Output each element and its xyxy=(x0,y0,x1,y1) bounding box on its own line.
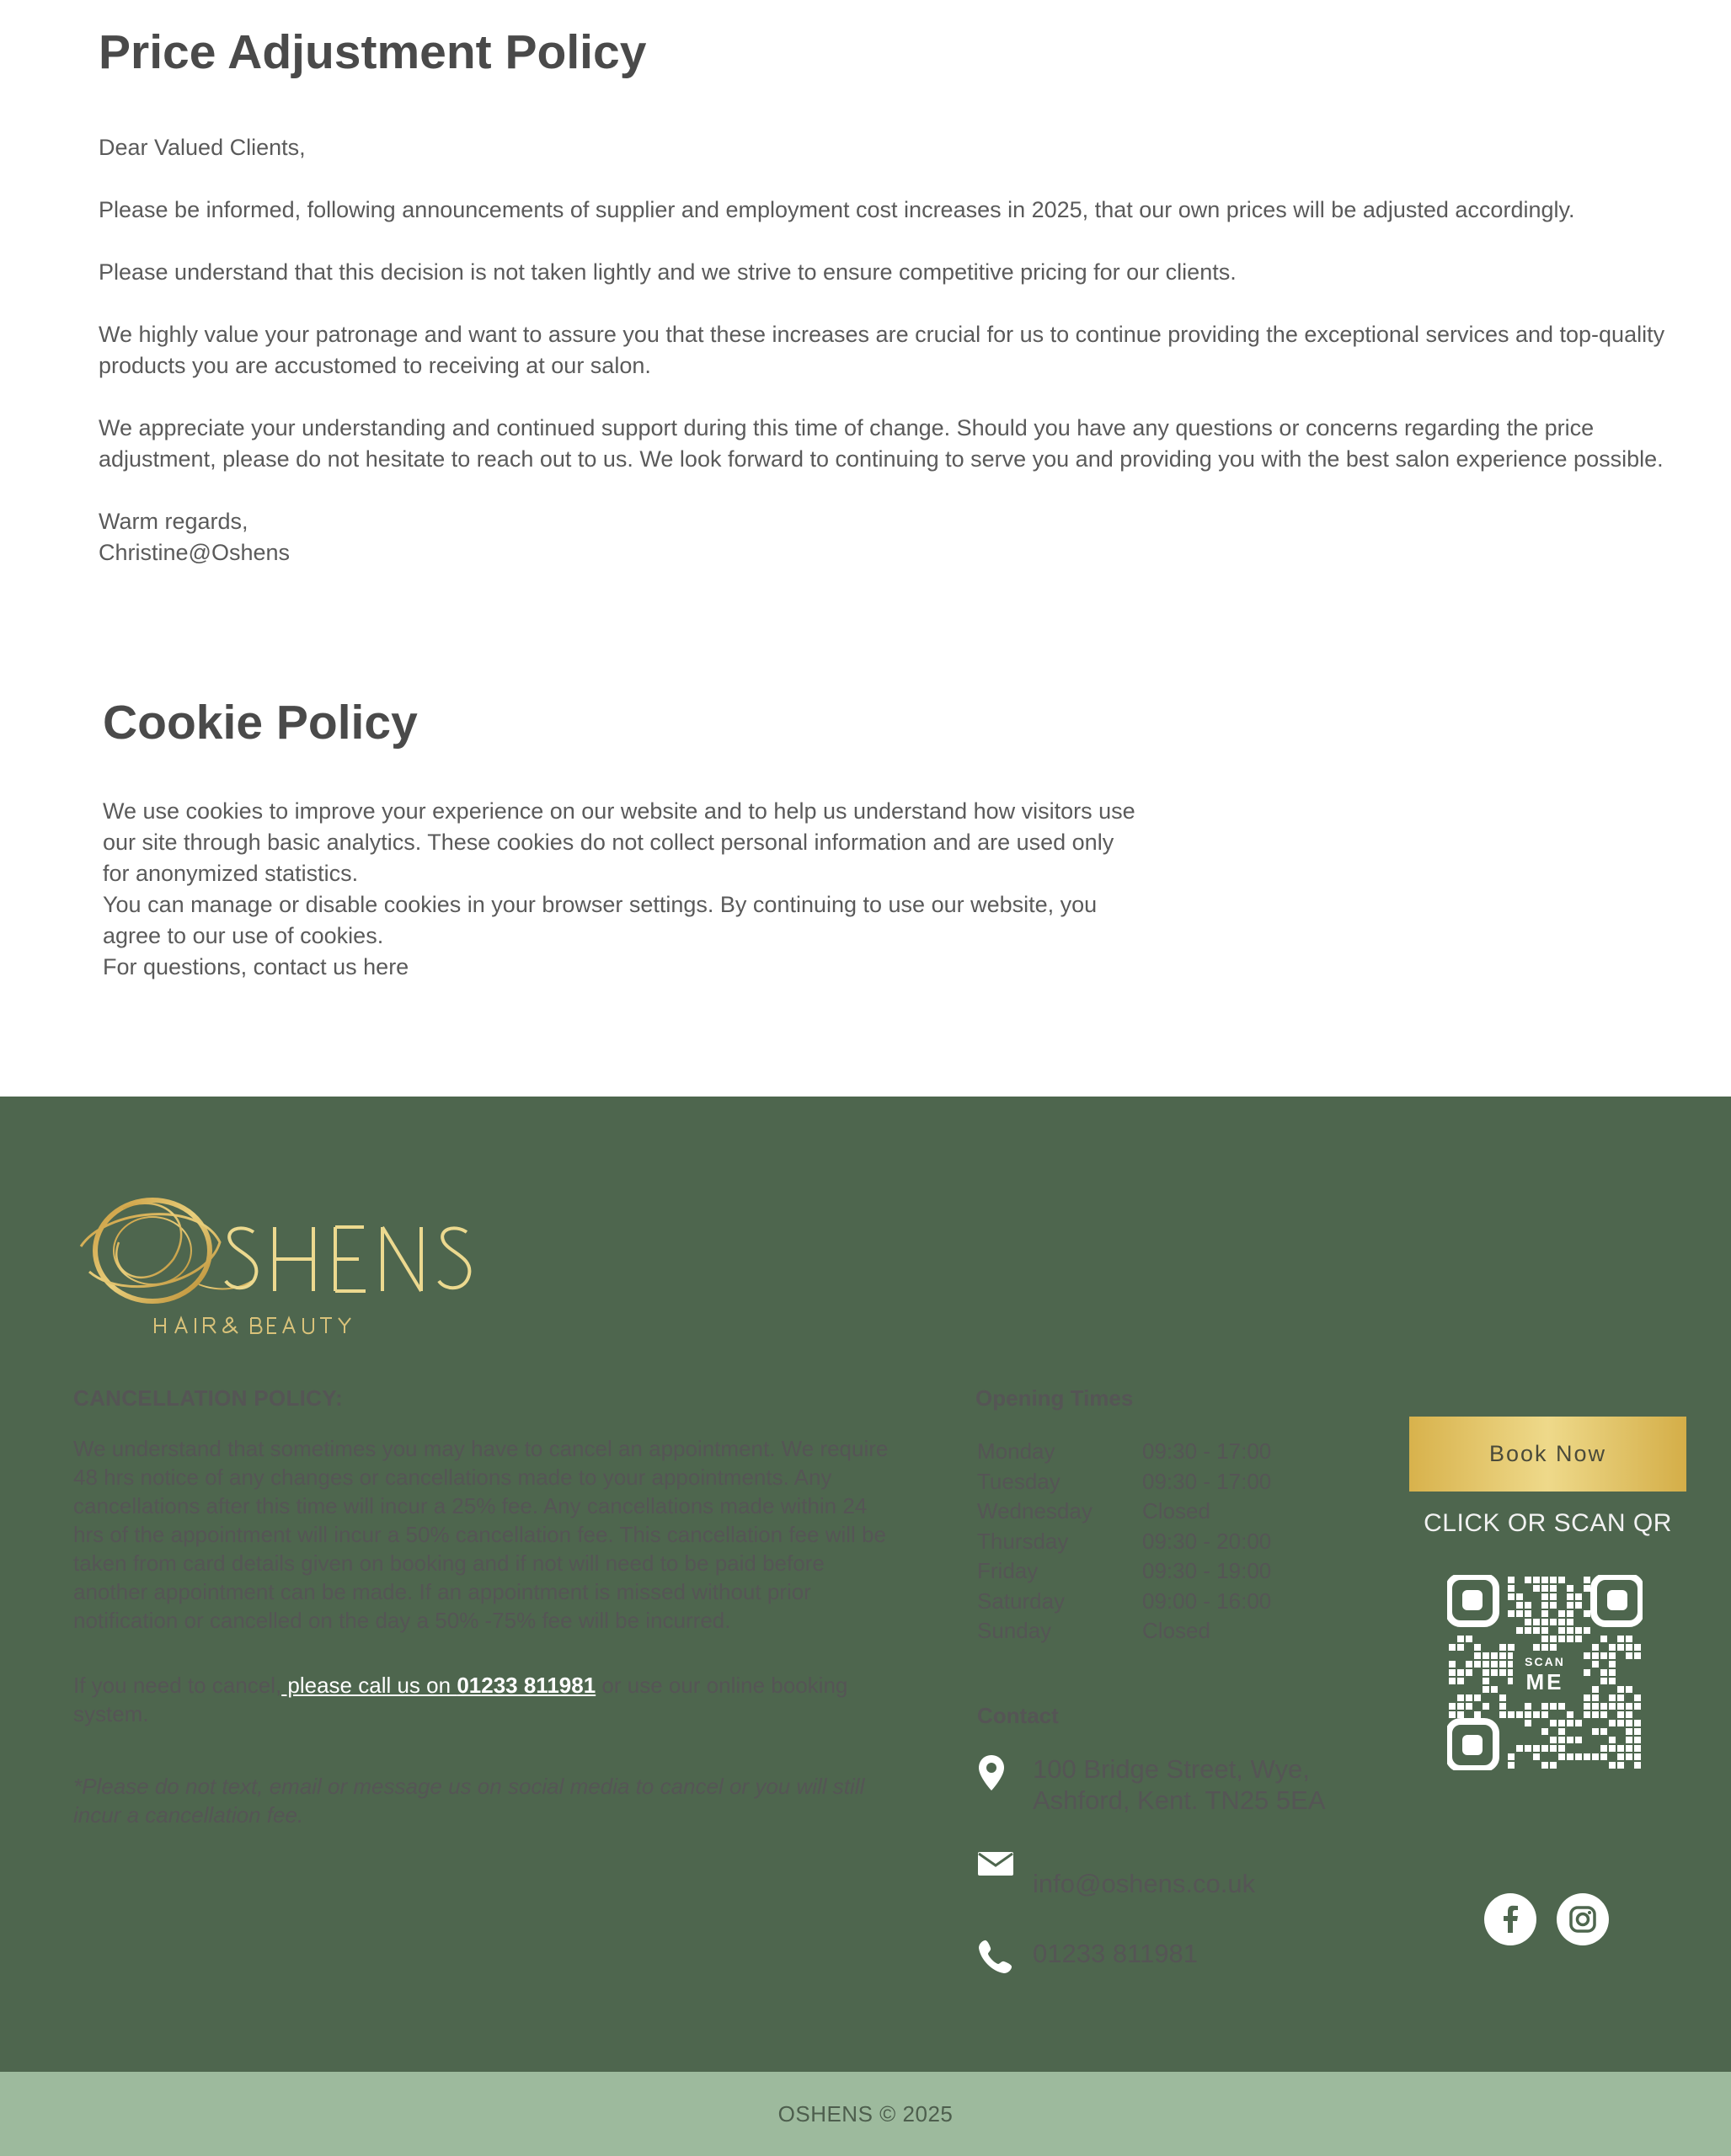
qr-module xyxy=(1466,1669,1472,1676)
qr-module xyxy=(1516,1602,1523,1609)
hours-value: 09:30 - 19:00 xyxy=(1142,1558,1272,1583)
cancellation-call-text xyxy=(73,1671,890,1728)
qr-module xyxy=(1550,1762,1557,1769)
qr-module xyxy=(1634,1737,1641,1743)
qr-module xyxy=(1634,1745,1641,1752)
qr-module xyxy=(1541,1636,1548,1642)
facebook-icon[interactable] xyxy=(1484,1893,1536,1945)
qr-module xyxy=(1609,1745,1616,1752)
qr-module xyxy=(1626,1644,1632,1651)
qr-module xyxy=(1550,1737,1557,1743)
qr-module xyxy=(1609,1694,1616,1701)
call-link-number: 01233 811981 xyxy=(457,1673,596,1698)
qr-module xyxy=(1600,1678,1607,1684)
hours-row xyxy=(975,1527,1338,1557)
cookie-contact-prefix: For questions, contact us xyxy=(103,954,364,979)
cookie-contact-link[interactable]: here xyxy=(363,954,409,979)
envelope-icon xyxy=(977,1846,1033,1876)
qr-module xyxy=(1592,1728,1599,1735)
qr-module xyxy=(1466,1661,1472,1668)
qr-module xyxy=(1525,1720,1531,1726)
map-pin-icon xyxy=(977,1753,1033,1792)
cancellation-heading: CANCELLATION POLICY: xyxy=(73,1385,343,1411)
qr-module xyxy=(1558,1577,1565,1583)
day-label: Monday xyxy=(977,1438,1055,1464)
qr-module xyxy=(1541,1627,1548,1634)
qr-module xyxy=(1541,1577,1548,1583)
qr-module xyxy=(1600,1636,1607,1642)
day-label: Thursday xyxy=(977,1528,1069,1554)
hours-row xyxy=(975,1437,1338,1467)
qr-module xyxy=(1567,1610,1573,1617)
qr-module xyxy=(1600,1669,1607,1676)
qr-module xyxy=(1525,1602,1531,1609)
qr-module xyxy=(1491,1652,1498,1659)
qr-module xyxy=(1609,1661,1616,1668)
qr-module xyxy=(1474,1661,1481,1668)
qr-module xyxy=(1474,1694,1481,1701)
qr-module xyxy=(1541,1585,1548,1592)
opening-times-heading: Opening Times xyxy=(975,1385,1134,1411)
hours-value: 09:30 - 17:00 xyxy=(1142,1468,1272,1494)
qr-module xyxy=(1567,1627,1573,1634)
qr-module xyxy=(1575,1753,1582,1760)
copyright-text: OSHENS © 2025 xyxy=(777,2101,954,2127)
qr-module xyxy=(1634,1694,1641,1701)
qr-module xyxy=(1626,1745,1632,1752)
qr-module xyxy=(1558,1610,1565,1617)
cancellation-policy xyxy=(73,1385,890,1829)
qr-module xyxy=(1550,1619,1557,1625)
qr-module xyxy=(1533,1711,1540,1718)
call-prefix: If you need to cancel, xyxy=(73,1673,282,1698)
qr-module xyxy=(1626,1737,1632,1743)
qr-module xyxy=(1626,1711,1632,1718)
qr-module xyxy=(1474,1711,1481,1718)
qr-module xyxy=(1626,1753,1632,1760)
hours-value: 09:30 - 20:00 xyxy=(1142,1528,1272,1554)
qr-module xyxy=(1533,1577,1540,1583)
qr-module xyxy=(1592,1703,1599,1710)
qr-module xyxy=(1558,1737,1565,1743)
qr-module xyxy=(1550,1602,1557,1609)
price-policy-paragraph: We highly value your patronage and want to assure you that these increases are crucial for us to continue providing the exceptional services and top-quality products you are accustomed to receiving at our salon. xyxy=(99,322,1665,378)
qr-module xyxy=(1483,1669,1489,1676)
cancellation-note: *Please do not text, email or message us on social media to cancel or you will still incur a cancellation fee. xyxy=(73,1774,865,1828)
qr-module xyxy=(1499,1694,1506,1701)
qr-module xyxy=(1550,1703,1557,1710)
qr-module xyxy=(1626,1686,1632,1693)
qr-module xyxy=(1533,1745,1540,1752)
qr-module xyxy=(1499,1669,1506,1676)
qr-module xyxy=(1634,1762,1641,1769)
qr-module xyxy=(1617,1694,1624,1701)
qr-scan-text: SCAN xyxy=(1525,1655,1565,1668)
qr-code[interactable] xyxy=(1447,1575,1643,1770)
qr-module xyxy=(1626,1728,1632,1735)
qr-module xyxy=(1558,1619,1565,1625)
qr-module xyxy=(1584,1711,1590,1718)
qr-module xyxy=(1567,1636,1573,1642)
price-policy-title: Price Adjustment Policy xyxy=(99,25,647,79)
qr-module xyxy=(1626,1703,1632,1710)
qr-module xyxy=(1592,1652,1599,1659)
qr-module xyxy=(1541,1728,1548,1735)
qr-module xyxy=(1508,1762,1515,1769)
price-policy-greeting: Dear Valued Clients, xyxy=(99,135,306,160)
qr-module xyxy=(1483,1678,1489,1684)
cookie-policy-text: We use cookies to improve your experience on our website and to help us understand how visitors use our site through basic analytics. These cookies do not collect personal information and are used only for anonymized statistics. xyxy=(103,798,1135,886)
qr-module xyxy=(1609,1703,1616,1710)
qr-module xyxy=(1474,1644,1481,1651)
qr-module xyxy=(1634,1703,1641,1710)
qr-module xyxy=(1567,1753,1573,1760)
qr-module xyxy=(1541,1703,1548,1710)
qr-module xyxy=(1457,1703,1464,1710)
qr-module xyxy=(1584,1577,1590,1583)
qr-module xyxy=(1600,1711,1607,1718)
qr-module xyxy=(1567,1619,1573,1625)
qr-module xyxy=(1457,1636,1464,1642)
qr-module xyxy=(1592,1694,1599,1701)
contact-heading: Contact xyxy=(977,1703,1059,1728)
qr-module xyxy=(1541,1602,1548,1609)
qr-me-text: ME xyxy=(1525,1669,1564,1694)
qr-module xyxy=(1609,1652,1616,1659)
qr-module xyxy=(1491,1661,1498,1668)
qr-module xyxy=(1508,1753,1515,1760)
qr-module xyxy=(1533,1619,1540,1625)
qr-module xyxy=(1508,1644,1515,1651)
qr-module xyxy=(1617,1753,1624,1760)
qr-module xyxy=(1617,1711,1624,1718)
hours-value: 09:00 - 16:00 xyxy=(1142,1588,1272,1614)
oshens-logo[interactable] xyxy=(72,1192,477,1343)
qr-module xyxy=(1449,1661,1456,1668)
qr-module xyxy=(1499,1711,1506,1718)
price-policy-closing: Warm regards, xyxy=(99,509,248,534)
qr-module xyxy=(1609,1762,1616,1769)
qr-module xyxy=(1617,1644,1624,1651)
day-label: Wednesday xyxy=(977,1498,1093,1524)
cookie-policy-text xyxy=(103,952,1139,983)
qr-module xyxy=(1617,1686,1624,1693)
cancellation-body: We understand that sometimes you may have to cancel an appointment. We require 48 hrs notice of any changes or cancellations made to your appointments. Any cancellations after this time will incur a 25% fee. Any cancellations made within 24 hrs of the appointment will incur a 50% cancellation fee. This cancellation fee will be taken from card details given on booking and if not will need to be paid before another appointment can be made. If an appointment is missed without prior notification or cancelled on the day a 50% -75% fee will be incurred. xyxy=(73,1436,889,1633)
qr-module xyxy=(1626,1720,1632,1726)
qr-module xyxy=(1508,1593,1515,1600)
copyright-bar xyxy=(0,2072,1731,2156)
qr-module xyxy=(1634,1720,1641,1726)
qr-module xyxy=(1558,1703,1565,1710)
qr-module xyxy=(1516,1745,1523,1752)
qr-module xyxy=(1508,1610,1515,1617)
qr-finder-dot xyxy=(1462,1590,1483,1610)
qr-module xyxy=(1558,1745,1565,1752)
qr-module xyxy=(1575,1737,1582,1743)
contact-block xyxy=(977,1703,1398,1968)
phone-text: 01233 811981 xyxy=(1033,1939,1198,1968)
qr-module xyxy=(1541,1711,1548,1718)
qr-module xyxy=(1449,1711,1456,1718)
qr-module xyxy=(1541,1619,1548,1625)
qr-module xyxy=(1516,1610,1523,1617)
qr-module xyxy=(1584,1652,1590,1659)
qr-module xyxy=(1575,1720,1582,1726)
qr-module xyxy=(1558,1753,1565,1760)
qr-module xyxy=(1567,1602,1573,1609)
qr-module xyxy=(1634,1652,1641,1659)
qr-module xyxy=(1600,1728,1607,1735)
qr-module xyxy=(1609,1678,1616,1684)
price-policy-paragraph: Please understand that this decision is not taken lightly and we strive to ensure competitive pricing for our clients. xyxy=(99,259,1237,285)
qr-module xyxy=(1449,1703,1456,1710)
qr-module xyxy=(1499,1652,1506,1659)
email-text: info@oshens.co.uk xyxy=(1033,1869,1256,1898)
qr-module xyxy=(1525,1711,1531,1718)
qr-module xyxy=(1617,1745,1624,1752)
cookie-policy-text: You can manage or disable cookies in your browser settings. By continuing to use our website, you agree to our use of cookies. xyxy=(103,892,1098,948)
qr-module xyxy=(1567,1585,1573,1592)
qr-module xyxy=(1584,1610,1590,1617)
qr-module xyxy=(1508,1577,1515,1583)
cookie-policy-section xyxy=(103,696,1139,983)
qr-module xyxy=(1558,1627,1565,1634)
address-line1: 100 Bridge Street, Wye, xyxy=(1033,1754,1310,1784)
hours-row xyxy=(975,1587,1338,1617)
day-label: Tuesday xyxy=(977,1468,1061,1494)
qr-module xyxy=(1449,1669,1456,1676)
qr-finder-dot xyxy=(1462,1735,1483,1755)
qr-module xyxy=(1626,1636,1632,1642)
qr-module xyxy=(1499,1644,1506,1651)
qr-module xyxy=(1567,1737,1573,1743)
qr-module xyxy=(1541,1610,1548,1617)
hours-row xyxy=(975,1556,1338,1587)
qr-module xyxy=(1550,1593,1557,1600)
qr-module xyxy=(1483,1703,1489,1710)
qr-module xyxy=(1609,1669,1616,1676)
qr-module xyxy=(1525,1703,1531,1710)
qr-module xyxy=(1550,1720,1557,1726)
qr-module xyxy=(1525,1627,1531,1634)
qr-module xyxy=(1466,1694,1472,1701)
qr-module xyxy=(1457,1694,1464,1701)
hours-row xyxy=(975,1616,1338,1646)
instagram-icon[interactable] xyxy=(1557,1893,1609,1945)
qr-module xyxy=(1584,1703,1590,1710)
qr-module xyxy=(1457,1711,1464,1718)
qr-module xyxy=(1483,1652,1489,1659)
qr-module xyxy=(1466,1636,1472,1642)
hours-row xyxy=(975,1467,1338,1497)
qr-module xyxy=(1457,1644,1464,1651)
qr-module xyxy=(1567,1711,1573,1718)
qr-module xyxy=(1558,1636,1565,1642)
qr-module xyxy=(1483,1661,1489,1668)
qr-module xyxy=(1457,1669,1464,1676)
qr-module xyxy=(1617,1703,1624,1710)
hours-value: Closed xyxy=(1142,1498,1210,1524)
qr-module xyxy=(1575,1627,1582,1634)
qr-module xyxy=(1617,1762,1624,1769)
qr-module xyxy=(1609,1644,1616,1651)
qr-module xyxy=(1584,1753,1590,1760)
qr-module xyxy=(1516,1711,1523,1718)
contact-address[interactable] xyxy=(977,1753,1326,1816)
price-policy-paragraph: We appreciate your understanding and continued support during this time of change. Should you have any questions or concerns regarding the price adjustment, please do not hesitate to reach out to us. We look forward to continuing to serve you and providing you with the best salon experience possible. xyxy=(99,415,1664,472)
qr-finder-dot xyxy=(1607,1590,1627,1610)
qr-module xyxy=(1525,1577,1531,1583)
qr-module xyxy=(1600,1703,1607,1710)
book-now-button[interactable]: Book Now xyxy=(1409,1417,1686,1492)
qr-module xyxy=(1575,1602,1582,1609)
call-link-text: please call us on xyxy=(281,1673,457,1698)
qr-module xyxy=(1558,1728,1565,1735)
qr-module xyxy=(1592,1661,1599,1668)
hours-value: 09:30 - 17:00 xyxy=(1142,1438,1272,1464)
day-label: Saturday xyxy=(977,1588,1066,1614)
qr-module xyxy=(1567,1593,1573,1600)
qr-module xyxy=(1533,1644,1540,1651)
price-policy-paragraph: Please be informed, following announcements of supplier and employment cost increases in 2025, that our own prices will be adjusted accordingly. xyxy=(99,197,1575,222)
contact-email[interactable] xyxy=(977,1846,1255,1899)
qr-module xyxy=(1609,1737,1616,1743)
qr-module xyxy=(1474,1652,1481,1659)
qr-module xyxy=(1499,1661,1506,1668)
qr-module xyxy=(1550,1577,1557,1583)
qr-module xyxy=(1575,1636,1582,1642)
qr-module xyxy=(1550,1636,1557,1642)
day-label: Friday xyxy=(977,1558,1039,1583)
opening-times xyxy=(975,1385,1338,1646)
qr-module xyxy=(1600,1652,1607,1659)
qr-module xyxy=(1516,1627,1523,1634)
qr-module xyxy=(1491,1686,1498,1693)
qr-module xyxy=(1541,1644,1548,1651)
call-phone-link[interactable] xyxy=(281,1673,596,1698)
qr-module xyxy=(1600,1745,1607,1752)
contact-phone[interactable] xyxy=(977,1938,1198,1975)
qr-module xyxy=(1457,1678,1464,1684)
qr-module xyxy=(1550,1745,1557,1752)
qr-module xyxy=(1584,1627,1590,1634)
qr-module xyxy=(1525,1610,1531,1617)
call-suffix: or use our online booking system. xyxy=(73,1673,848,1726)
qr-module xyxy=(1533,1627,1540,1634)
qr-module xyxy=(1516,1593,1523,1600)
hours-row xyxy=(975,1497,1338,1527)
qr-module xyxy=(1558,1720,1565,1726)
qr-module xyxy=(1567,1720,1573,1726)
price-policy-signature: Christine@Oshens xyxy=(99,540,290,565)
qr-module xyxy=(1634,1644,1641,1651)
qr-module xyxy=(1634,1728,1641,1735)
qr-module xyxy=(1508,1585,1515,1592)
qr-module xyxy=(1550,1585,1557,1592)
qr-module xyxy=(1533,1753,1540,1760)
qr-module xyxy=(1525,1619,1531,1625)
qr-module xyxy=(1533,1585,1540,1592)
qr-module xyxy=(1575,1593,1582,1600)
qr-module xyxy=(1449,1644,1456,1651)
qr-module xyxy=(1626,1652,1632,1659)
qr-module xyxy=(1592,1711,1599,1718)
qr-module xyxy=(1466,1703,1472,1710)
address-text xyxy=(1033,1753,1326,1816)
qr-module xyxy=(1609,1720,1616,1726)
click-or-scan-label: CLICK OR SCAN QR xyxy=(1424,1509,1672,1537)
qr-module xyxy=(1617,1720,1624,1726)
phone-icon xyxy=(977,1938,1033,1975)
qr-module xyxy=(1483,1686,1489,1693)
qr-module xyxy=(1592,1644,1599,1651)
qr-module xyxy=(1592,1753,1599,1760)
qr-module xyxy=(1491,1669,1498,1676)
price-adjustment-section xyxy=(99,25,1665,600)
address-line2: Ashford, Kent. TN25 5EA xyxy=(1033,1785,1326,1815)
qr-module xyxy=(1550,1644,1557,1651)
qr-module xyxy=(1600,1753,1607,1760)
qr-module xyxy=(1525,1745,1531,1752)
qr-module xyxy=(1541,1745,1548,1752)
qr-module xyxy=(1449,1678,1456,1684)
qr-module xyxy=(1541,1593,1548,1600)
qr-module xyxy=(1508,1711,1515,1718)
qr-module xyxy=(1634,1753,1641,1760)
qr-module xyxy=(1617,1636,1624,1642)
day-label: Sunday xyxy=(977,1618,1052,1643)
qr-module xyxy=(1584,1669,1590,1676)
qr-module xyxy=(1584,1585,1590,1592)
qr-module xyxy=(1592,1686,1599,1693)
qr-module xyxy=(1499,1703,1506,1710)
qr-module xyxy=(1541,1762,1548,1769)
cookie-policy-title: Cookie Policy xyxy=(103,696,418,750)
qr-module xyxy=(1584,1694,1590,1701)
hours-value: Closed xyxy=(1142,1618,1210,1643)
